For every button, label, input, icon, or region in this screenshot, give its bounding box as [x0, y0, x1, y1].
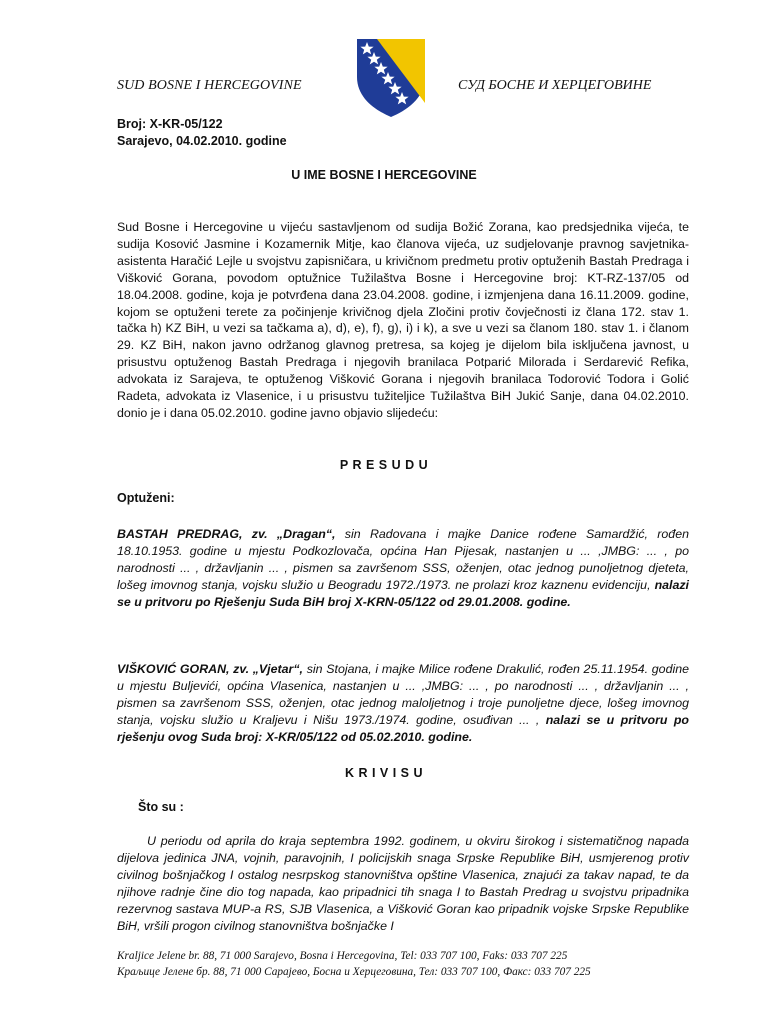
- accused-1-details: sin Radovana i majke Danice rođene Samardžić, rođen 18.10.1953. godine u mjestu Podkozlovača, općina Han Pijesak, nastanjen u ... ,JMBG: ... , po narodnosti ... , državljanin ... , pismen sa završenom SSS, oženjen, otac jednog punoljetnog djeteta, lošeg imovnog stanja, vojsku služio u Beogradu 1972./1973. ne prolazi kroz kaznenu evidenciju,: [117, 527, 689, 592]
- what-label: Što su :: [138, 800, 184, 814]
- case-number: Broj: X-KR-05/122: [117, 117, 223, 131]
- accused-1-paragraph: [117, 526, 689, 611]
- footer-address-latin: Kraljice Jelene br. 88, 71 000 Sarajevo, Bosna i Hercegovina, Tel: 033 707 100, Faks: 033 707 225: [117, 950, 568, 962]
- accused-2-paragraph: [117, 661, 689, 746]
- verdict-title: P R E S U D U: [339, 458, 429, 472]
- coat-of-arms-icon: [355, 37, 427, 119]
- accused-label: Optuženi:: [117, 491, 175, 505]
- intro-paragraph: Sud Bosne i Hercegovine u vijeću sastavljenom od sudija Božić Zorana, kao predsjednika vijeća, te sudija Kosović Jasmine i Kozamernik Mitje, kao članova vijeća, uz sudjelovanje pravnog savjetnika- asistenta Haračić Lejle u svojstvu zapisničara, u krivičnom predmetu protiv optuženih Bastah Predraga i Višković Gorana, povodom optužnice Tužilaštva Bosne i Hercegovine broj: KT-RZ-137/05 od 18.04.2008. godine, koja je potvrđena dana 23.04.2008. godine, i izmjenjena dana 16.11.2009. godine, kojom se optuženi terete za počinjenje krivičnog djela Zločini protiv čovječnosti iz člana 172. stav 1. tačka h) KZ BiH, u vezi sa tačkama a), d), e), f), g), i) i k), a sve u vezi sa članom 180. stav 1. i članom 29. KZ BiH, nakon javno održanog glavnog pretresa, sa kojeg je dijelom bila isključena javnost, u prisustvu optuženog Bastah Predraga i njegovih branilaca Potparić Milorada i Serdarević Refika, advokata iz Sarajeva, te optuženog Višković Gorana i njegovih branilaca Todorović Todora i Golić Radeta, advokata iz Vlasenice, i u prisustvu tužiteljice Tužilaštva BiH Jukić Sanje, dana 04.02.2010. donio je i dana 05.02.2010. godine javno objavio slijedeću:: [117, 220, 689, 420]
- accused-1-custody: nalazi se u pritvoru po Rješenju Suda BiH broj X-KRN-05/122 od 29.01.2008. godine.: [117, 577, 689, 609]
- footer-address-cyrillic: Краљице Јелене бр. 88, 71 000 Сарајево, Босна и Херцеговина, Тел: 033 707 100, Факс: 033 707 225: [117, 966, 591, 978]
- court-name-cyrillic: СУД БОСНЕ И ХЕРЦЕГОВИНЕ: [458, 78, 652, 93]
- accused-2-details: sin Stojana, i majke Milice rođene Drakulić, rođen 25.11.1954. godine u mjestu Buljevići, općina Vlasenica, nastanjen u ... ,JMBG: ... , po narodnosti ... , državljanin ... , pismen sa završenom SSS, oženjen, otac jednog maloljetnog i troje punoljetne djece, lošeg imovnog stanja, vojsku služio u Kraljevu i Nišu 1973./1974. godine, osuđivan ... ,: [117, 662, 689, 727]
- accused-2-custody: nalazi se u pritvoru po rješenju ovog Suda broj: X-KR/05/122 od 05.02.2010. godine.: [117, 712, 689, 744]
- court-name-latin: SUD BOSNE I HERCEGOVINE: [117, 78, 302, 93]
- accused-2-name: VIŠKOVIĆ GORAN, zv. „Vjetar“,: [117, 662, 303, 676]
- body-paragraph: U periodu od aprila do kraja septembra 1992. godinem, u okviru širokog i sistematičnog napada dijelova jedinica JNA, vojnih, paravojnih, I policijskih snaga Srpske Republike BiH, usmjerenog protiv civilnog bošnjačkog I ostalog nesrpskog stanovništva opštine Vlasenica, znajući za takav napad, te da njihove radnje čine dio tog napada, kao pripadnici tih snaga I to Bastah Predrag u svojstvu pripadnika rezervnog sastava MUP-a RS, SJB Vlasenica, a Višković Goran kao pripadnik vojske Srpske Republike BiH, vršili progon civilnog stanovništva bošnjačke I: [117, 834, 689, 933]
- place-date: Sarajevo, 04.02.2010. godine: [117, 134, 287, 148]
- guilty-title: K R I V I S U: [344, 766, 424, 780]
- accused-1-name: BASTAH PREDRAG, zv. „Dragan“,: [117, 527, 336, 541]
- document-heading: U IME BOSNE I HERCEGOVINE: [291, 168, 477, 182]
